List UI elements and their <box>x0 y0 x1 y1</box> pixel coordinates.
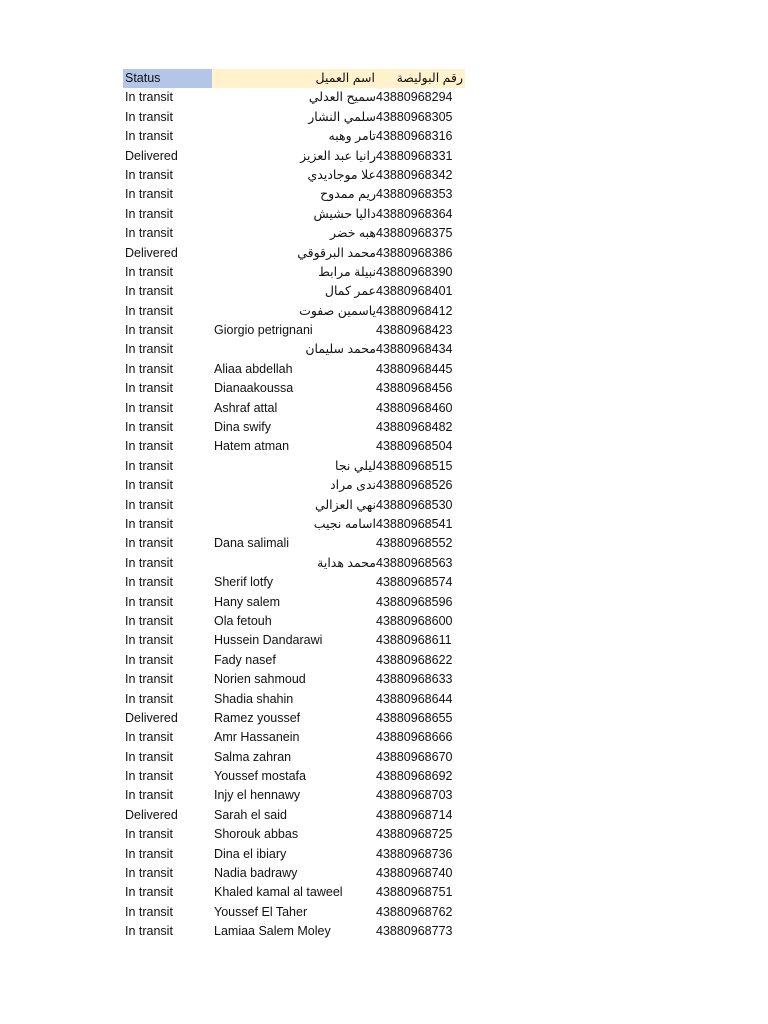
customer-name-cell: رانيا عبد العزيز <box>300 148 376 163</box>
table-row <box>123 825 465 844</box>
table-row <box>123 709 465 728</box>
table-row <box>123 728 465 747</box>
customer-name-cell: Lamiaa Salem Moley <box>214 924 331 939</box>
status-cell: In transit <box>125 90 173 105</box>
policy-number-cell: 43880968596 <box>376 594 453 609</box>
customer-name-cell: Khaled kamal al taweel <box>214 885 343 900</box>
table-row <box>123 748 465 767</box>
customer-name-cell: Hatem atman <box>214 439 290 454</box>
policy-number-cell: 43880968445 <box>376 361 453 376</box>
policy-number-cell: 43880968305 <box>376 109 453 124</box>
policy-number-cell: 43880968736 <box>376 846 453 861</box>
customer-name-cell: Nadia badrawy <box>214 866 298 881</box>
customer-name-cell: نهي العزالي <box>314 497 376 512</box>
table-row <box>123 845 465 864</box>
policy-number-cell: 43880968423 <box>376 323 453 338</box>
status-cell: In transit <box>125 284 173 299</box>
customer-name-cell: Norien sahmoud <box>214 672 306 687</box>
customer-name-cell: سميح العدلي <box>308 90 376 105</box>
status-cell: In transit <box>125 788 173 803</box>
status-cell: In transit <box>125 109 173 124</box>
status-cell: In transit <box>125 691 173 706</box>
policy-number-cell: 43880968401 <box>376 284 453 299</box>
policy-number-cell: 43880968552 <box>376 536 453 551</box>
customer-name-cell: Hany salem <box>214 594 280 609</box>
customer-name-cell: Injy el hennawy <box>214 788 301 803</box>
customer-name-cell: Shadia shahin <box>214 691 294 706</box>
status-cell: In transit <box>125 613 173 628</box>
customer-name-cell: اسامه نجيب <box>313 516 376 531</box>
customer-name-cell: محمد هداية <box>317 555 376 570</box>
status-cell: In transit <box>125 129 173 144</box>
customer-name-cell: Dana salimali <box>214 536 290 551</box>
table-row <box>123 651 465 670</box>
status-cell: In transit <box>125 827 173 842</box>
status-cell: In transit <box>125 303 173 318</box>
policy-number-cell: 43880968703 <box>376 788 453 803</box>
customer-name-cell: Shorouk abbas <box>214 827 299 842</box>
customer-name-cell: داليا حشيش <box>313 206 376 221</box>
customer-name-cell: تامر وهبه <box>328 129 376 144</box>
table-row <box>123 883 465 902</box>
status-cell: In transit <box>125 420 173 435</box>
table-row <box>123 88 465 107</box>
customer-name-cell: ريم ممدوح <box>320 187 376 202</box>
policy-number-cell: 43880968482 <box>376 420 453 435</box>
policy-number-cell: 43880968460 <box>376 400 453 415</box>
table-row <box>123 593 465 612</box>
table-row <box>123 147 465 166</box>
policy-number-cell: 43880968386 <box>376 245 453 260</box>
customer-name-cell: نبيلة مرابط <box>318 264 376 279</box>
table-row <box>123 554 465 573</box>
status-cell: In transit <box>125 904 173 919</box>
status-cell: In transit <box>125 672 173 687</box>
status-cell: In transit <box>125 924 173 939</box>
status-cell: In transit <box>125 458 173 473</box>
policy-number-cell: 43880968342 <box>376 167 453 182</box>
policy-number-cell: 43880968655 <box>376 710 453 725</box>
customer-name-cell: ياسمين صفوت <box>299 303 376 318</box>
status-cell: In transit <box>125 575 173 590</box>
policy-number-cell: 43880968714 <box>376 807 453 822</box>
policy-number-cell: 43880968574 <box>376 575 453 590</box>
status-cell: In transit <box>125 226 173 241</box>
table-row <box>123 515 465 534</box>
customer-name-cell: سلمي النشار <box>308 109 376 124</box>
status-cell: In transit <box>125 361 173 376</box>
table-row <box>123 786 465 805</box>
table-row <box>123 806 465 825</box>
status-cell: In transit <box>125 633 173 648</box>
policy-number-cell: 43880968611 <box>376 633 452 648</box>
customer-name-cell: Amr Hassanein <box>214 730 300 745</box>
table-row <box>123 185 465 204</box>
policy-number-cell: 43880968751 <box>376 885 453 900</box>
policy-number-cell: 43880968740 <box>376 866 453 881</box>
customer-name-cell: Aliaa abdellah <box>214 361 293 376</box>
table-row <box>123 903 465 922</box>
table-row <box>123 690 465 709</box>
table-row <box>123 379 465 398</box>
table-row <box>123 127 465 146</box>
table-row <box>123 321 465 340</box>
customer-name-cell: Youssef El Taher <box>214 904 308 919</box>
table-row <box>123 573 465 592</box>
customer-name-cell: Sherif lotfy <box>214 575 274 590</box>
table-row <box>123 205 465 224</box>
status-cell: In transit <box>125 342 173 357</box>
header-customer-name-cell: اسم العميل <box>212 69 377 88</box>
customer-name-cell: محمد سليمان <box>305 342 376 357</box>
customer-name-cell: Dina swify <box>214 420 271 435</box>
status-cell: In transit <box>125 555 173 570</box>
table-row <box>123 244 465 263</box>
policy-number-cell: 43880968773 <box>376 924 453 939</box>
policy-number-cell: 43880968530 <box>376 497 453 512</box>
status-cell: In transit <box>125 846 173 861</box>
table-header-row <box>123 69 465 88</box>
status-cell: Delivered <box>125 710 178 725</box>
status-cell: In transit <box>125 323 173 338</box>
table-row <box>123 302 465 321</box>
table-row <box>123 166 465 185</box>
table-row <box>123 437 465 456</box>
policy-number-cell: 43880968600 <box>376 613 453 628</box>
policy-number-cell: 43880968316 <box>376 129 453 144</box>
customer-name-cell: علا موجاديدي <box>307 167 376 182</box>
table-row <box>123 631 465 650</box>
customer-name-cell: Youssef mostafa <box>214 769 306 784</box>
customer-name-cell: Fady nasef <box>214 652 276 667</box>
table-row <box>123 864 465 883</box>
customer-name-cell: Hussein Dandarawi <box>214 633 323 648</box>
policy-number-cell: 43880968633 <box>376 672 453 687</box>
customer-name-cell: محمد البرقوقي <box>297 245 376 260</box>
status-cell: In transit <box>125 516 173 531</box>
table-row <box>123 399 465 418</box>
policy-number-cell: 43880968434 <box>376 342 453 357</box>
customer-name-cell: Salma zahran <box>214 749 292 764</box>
policy-number-cell: 43880968456 <box>376 381 453 396</box>
policy-number-cell: 43880968526 <box>376 478 453 493</box>
policy-number-cell: 43880968725 <box>376 827 453 842</box>
table-body <box>123 88 465 941</box>
table-row <box>123 282 465 301</box>
status-cell: In transit <box>125 594 173 609</box>
status-cell: In transit <box>125 866 173 881</box>
policy-number-cell: 43880968353 <box>376 187 453 202</box>
status-cell: In transit <box>125 730 173 745</box>
status-cell: In transit <box>125 478 173 493</box>
status-cell: In transit <box>125 381 173 396</box>
status-cell: In transit <box>125 264 173 279</box>
customer-name-cell: Ramez youssef <box>214 710 301 725</box>
policy-number-cell: 43880968541 <box>376 516 453 531</box>
status-cell: In transit <box>125 497 173 512</box>
policy-number-cell: 43880968762 <box>376 904 453 919</box>
customer-name-cell: ليلي نجا <box>335 458 376 473</box>
table-row <box>123 767 465 786</box>
table-row <box>123 922 465 941</box>
status-cell: In transit <box>125 536 173 551</box>
customer-name-cell: Dina el ibiary <box>214 846 287 861</box>
policy-number-cell: 43880968515 <box>376 458 453 473</box>
policy-number-cell: 43880968294 <box>376 90 453 105</box>
table-row <box>123 612 465 631</box>
customer-name-cell: عمر كمال <box>324 284 376 299</box>
customer-name-cell: Ashraf attal <box>214 400 278 415</box>
table-row <box>123 457 465 476</box>
status-cell: In transit <box>125 749 173 764</box>
table-row <box>123 670 465 689</box>
customer-name-cell: Dianaakoussa <box>214 381 294 396</box>
header-status-cell: Status <box>123 69 212 88</box>
status-cell: In transit <box>125 885 173 900</box>
policy-number-cell: 43880968364 <box>376 206 453 221</box>
table-row <box>123 496 465 515</box>
status-cell: In transit <box>125 652 173 667</box>
table-row <box>123 534 465 553</box>
status-cell: In transit <box>125 769 173 784</box>
policy-number-cell: 43880968412 <box>376 303 453 318</box>
customer-name-cell: Ola fetouh <box>214 613 272 628</box>
customer-name-cell: Sarah el said <box>214 807 287 822</box>
policy-number-cell: 43880968563 <box>376 555 453 570</box>
customer-name-cell: Giorgio petrignani <box>214 323 313 338</box>
customer-name-cell: ندى مراد <box>330 478 376 493</box>
status-cell: In transit <box>125 206 173 221</box>
table-row <box>123 224 465 243</box>
policy-number-cell: 43880968390 <box>376 264 453 279</box>
status-cell: Delivered <box>125 807 178 822</box>
shipment-table <box>123 69 465 942</box>
status-cell: In transit <box>125 439 173 454</box>
header-policy-number-cell: رقم البوليصة <box>377 69 465 88</box>
status-cell: In transit <box>125 400 173 415</box>
status-cell: In transit <box>125 187 173 202</box>
table-row <box>123 476 465 495</box>
table-row <box>123 108 465 127</box>
policy-number-cell: 43880968666 <box>376 730 453 745</box>
table-row <box>123 360 465 379</box>
policy-number-cell: 43880968670 <box>376 749 453 764</box>
status-cell: In transit <box>125 167 173 182</box>
status-cell: Delivered <box>125 148 178 163</box>
customer-name-cell: هبه خضر <box>329 226 376 241</box>
policy-number-cell: 43880968504 <box>376 439 453 454</box>
policy-number-cell: 43880968331 <box>376 148 453 163</box>
table-row <box>123 340 465 359</box>
table-row <box>123 418 465 437</box>
table-row <box>123 263 465 282</box>
policy-number-cell: 43880968692 <box>376 769 453 784</box>
policy-number-cell: 43880968644 <box>376 691 453 706</box>
policy-number-cell: 43880968375 <box>376 226 453 241</box>
policy-number-cell: 43880968622 <box>376 652 453 667</box>
status-cell: Delivered <box>125 245 178 260</box>
